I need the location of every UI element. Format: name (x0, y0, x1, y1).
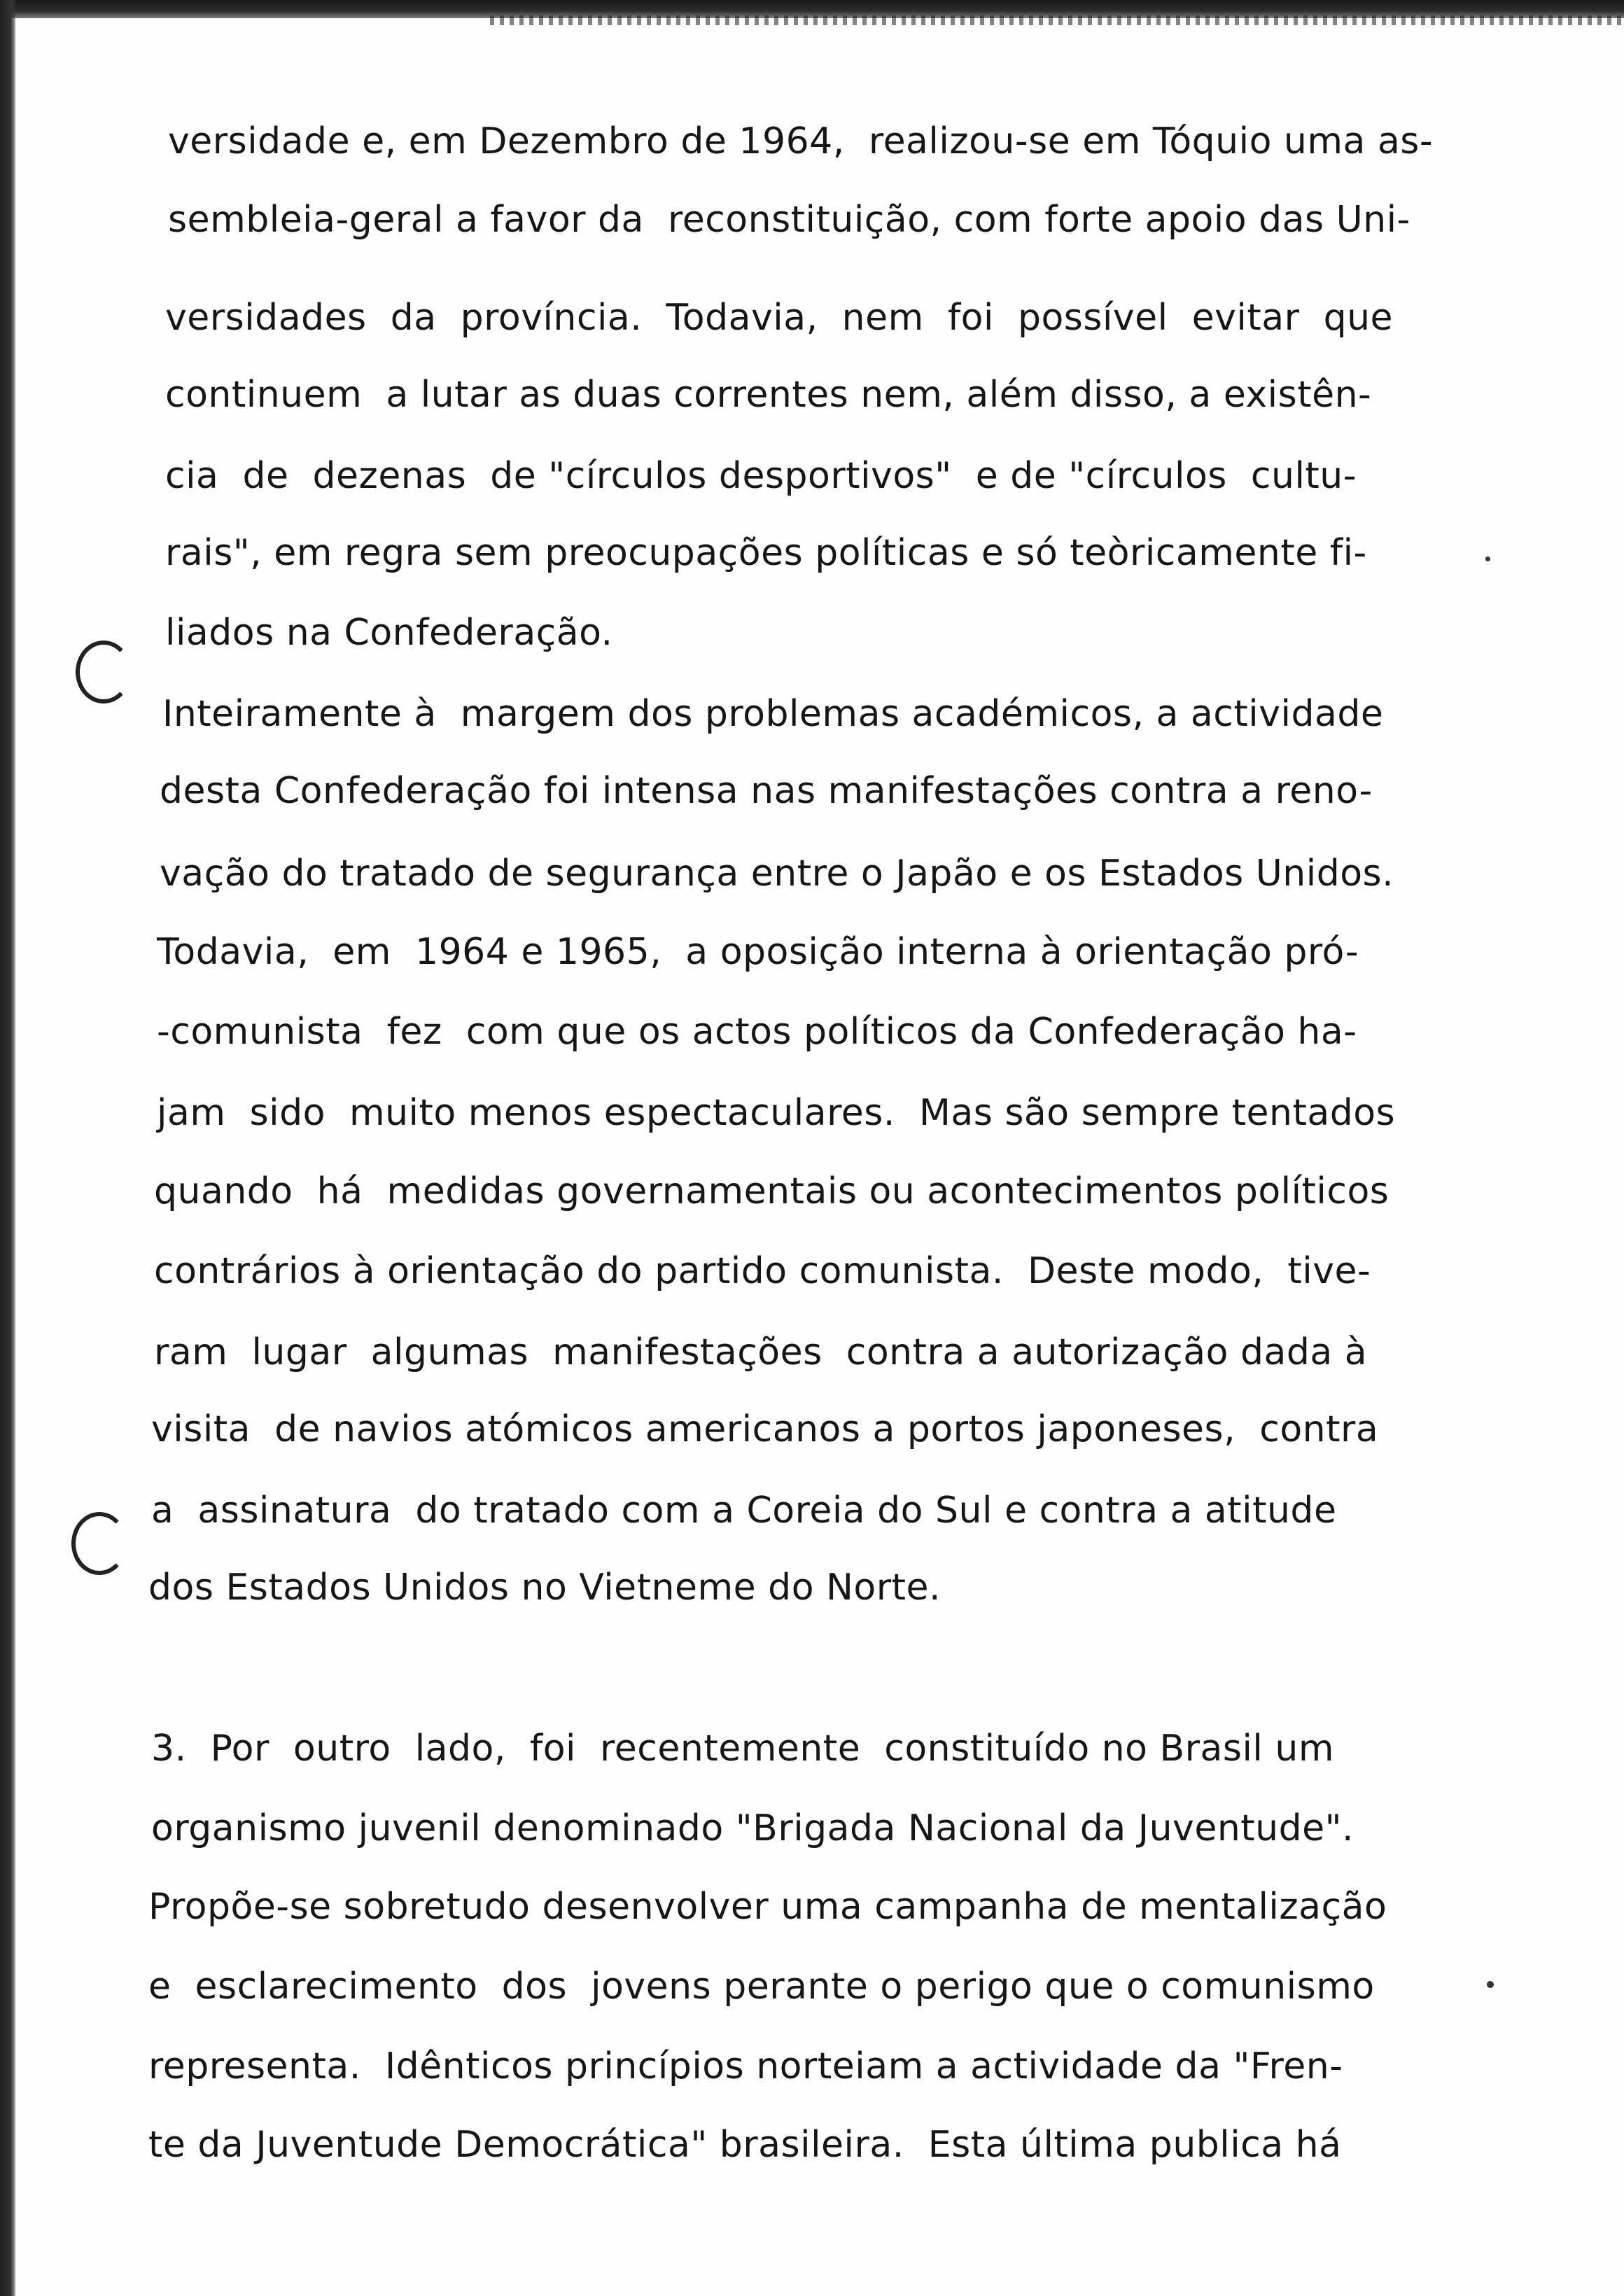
text-line: versidades da província. Todavia, nem foi possível evitar que (165, 297, 1394, 339)
text-line: cia de dezenas de "círculos desportivos" e de "círculos cultu- (165, 455, 1357, 497)
text-line: continuem a lutar as duas correntes nem, além disso, a existên- (165, 374, 1372, 416)
text-line: e esclarecimento dos jovens perante o perigo que o comunismo (148, 1966, 1375, 2008)
text-line: ram lugar algumas manifestações contra a autorização dada à (154, 1331, 1368, 1373)
text-line: desta Confederação foi intensa nas manifestações contra a reno- (160, 770, 1373, 812)
text-line: versidade e, em Dezembro de 1964, realizou-se em Tóquio uma as- (168, 120, 1434, 162)
text-line: visita de navios atómicos americanos a portos japoneses, contra (151, 1408, 1379, 1450)
text-line: te da Juventude Democrática" brasileira. Esta última publica há (148, 2124, 1342, 2166)
text-line: vação do tratado de segurança entre o Japão e os Estados Unidos. (160, 853, 1394, 895)
text-line: 3. Por outro lado, foi recentemente constituído no Brasil um (151, 1728, 1335, 1770)
text-line: liados na Confederação. (165, 612, 613, 654)
text-line: sembleia-geral a favor da reconstituição, com forte apoio das Uni- (168, 199, 1410, 241)
text-line: contrários à orientação do partido comunista. Deste modo, tive- (154, 1250, 1371, 1292)
text-line: quando há medidas governamentais ou acontecimentos políticos (154, 1170, 1390, 1212)
text-line: Inteiramente à margem dos problemas académicos, a actividade (162, 693, 1384, 735)
text-line: -comunista fez com que os actos políticos da Confederação ha- (157, 1011, 1357, 1053)
text-line: a assinatura do tratado com a Coreia do Sul e contra a atitude (151, 1490, 1337, 1532)
text-line: organismo juvenil denominado "Brigada Nacional da Juventude". (151, 1807, 1354, 1849)
text-line: dos Estados Unidos no Vietneme do Norte. (148, 1567, 941, 1609)
text-line: jam sido muito menos espectaculares. Mas são sempre tentados (157, 1092, 1396, 1134)
text-line: Propõe-se sobretudo desenvolver uma campanha de mentalização (148, 1886, 1387, 1928)
text-line: Todavia, em 1964 e 1965, a oposição interna à orientação pró- (157, 931, 1359, 973)
text-line: representa. Idênticos princípios norteiam a actividade da "Fren- (148, 2045, 1343, 2087)
text-line: rais", em regra sem preocupações políticas e só teòricamente fi- (165, 532, 1367, 574)
